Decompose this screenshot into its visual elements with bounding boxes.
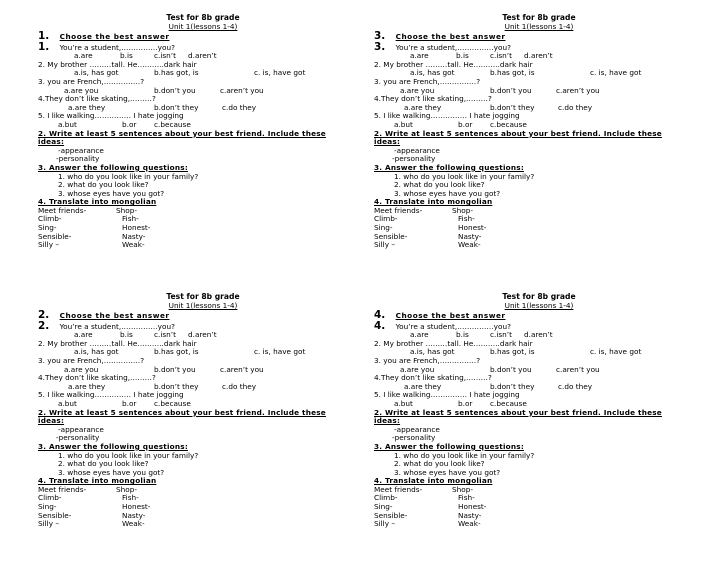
word-row-1 (374, 207, 704, 216)
word-right: Shop- (452, 484, 473, 494)
word-row-4 (374, 512, 704, 521)
idea-appearance: -appearance (58, 145, 104, 155)
word-left: Silly – (374, 519, 395, 529)
option-b: b.or (122, 119, 137, 129)
word-right: Nasty- (122, 231, 146, 241)
test-title: Test for 8b grade (166, 293, 240, 301)
exercise-1-header (38, 310, 368, 321)
word-right: Weak- (458, 240, 481, 250)
option-d: d.aren’t (188, 51, 217, 61)
option-a: a.but (394, 398, 413, 408)
option-c: c.because (490, 119, 527, 129)
exercise-number: 2. (38, 309, 50, 322)
question-3-text: 3. you are French,……………? (38, 355, 145, 365)
exercise-1-title: Choose the best answer (59, 32, 170, 42)
word-row-5 (374, 520, 704, 529)
word-left: Sensible- (38, 231, 72, 241)
option-c: c.isn’t (154, 51, 176, 61)
word-row-2 (374, 215, 704, 224)
exercise-2-title: 2. Write at least 5 sentences about your best friend. Include these (374, 128, 662, 138)
option-c: c.because (490, 398, 527, 408)
word-left: Meet friends- (38, 205, 87, 215)
option-a: a.but (58, 398, 77, 408)
question-1-text: You’re a student,……………you? (395, 321, 511, 331)
answer-question-2: 2. what do you look like? (58, 459, 149, 469)
idea-appearance: -appearance (394, 145, 440, 155)
answer-question-2: 2. what do you look like? (58, 180, 149, 190)
answer-question-1: 1. who do you look like in your family? (58, 171, 199, 181)
word-left: Sing- (38, 223, 57, 233)
word-left: Silly – (374, 240, 395, 250)
exercise-2-title-continued: ideas: (38, 137, 65, 147)
word-right: Nasty- (458, 231, 482, 241)
option-b: b.don’t they (490, 381, 535, 391)
option-a: a.are you (400, 364, 435, 374)
question-2-text: 2. My brother ………tall. He………..dark hair (374, 338, 533, 348)
exercise-3-title: 3. Answer the following questions: (38, 441, 188, 451)
question-1-text: You’re a student,……………you? (59, 321, 175, 331)
option-c: c.aren’t you (220, 85, 264, 95)
exercise-1-header (374, 310, 704, 321)
word-row-5 (38, 241, 368, 250)
option-b: b.don’t you (490, 85, 532, 95)
answer-question-3: 3. whose eyes have you got? (394, 188, 501, 198)
question-5-text: 5. I like walking…………… I hate jogging (374, 111, 520, 121)
word-row-2 (38, 494, 368, 503)
question-2-text: 2. My brother ………tall. He………..dark hair (38, 59, 197, 69)
question-1-number: 3. (374, 40, 386, 53)
exercise-4-title: 4. Translate into mongolian (374, 476, 493, 486)
option-b: b.don’t you (154, 364, 196, 374)
exercise-2-title: 2. Write at least 5 sentences about your best friend. Include these (38, 407, 326, 417)
exercise-3-title: 3. Answer the following questions: (374, 162, 524, 172)
word-left: Climb- (374, 214, 398, 224)
question-2-text: 2. My brother ………tall. He………..dark hair (374, 59, 533, 69)
option-c: c.do they (558, 102, 593, 112)
option-b: b.has got, is (154, 68, 199, 78)
option-a: a.are they (68, 381, 106, 391)
question-4-text: 4.They don’t like skating,………? (374, 373, 492, 383)
exercise-2-title: 2. Write at least 5 sentences about your best friend. Include these (38, 128, 326, 138)
word-right: Weak- (122, 240, 145, 250)
word-row-3 (374, 503, 704, 512)
option-a: a.is, has got (74, 347, 119, 357)
exercise-1-header (38, 31, 368, 42)
idea-personality: -personality (392, 433, 436, 443)
word-right: Fish- (122, 214, 139, 224)
idea-personality: -personality (56, 154, 100, 164)
word-row-5 (374, 241, 704, 250)
option-c: c.aren’t you (220, 364, 264, 374)
word-left: Meet friends- (374, 205, 423, 215)
word-right: Nasty- (458, 510, 482, 520)
option-c: c.isn’t (490, 51, 512, 61)
option-a: a.is, has got (410, 68, 455, 78)
option-a: a.are you (64, 364, 99, 374)
question-3-text: 3. you are French,……………? (374, 355, 481, 365)
word-row-4 (38, 233, 368, 242)
option-c: c.do they (222, 381, 257, 391)
word-row-1 (374, 486, 704, 495)
question-1-text: You’re a student,……………you? (59, 42, 175, 52)
exercise-1-header (374, 31, 704, 42)
question-3-text: 3. you are French,……………? (374, 76, 481, 86)
option-a: a.are they (404, 381, 442, 391)
answer-question-2: 2. what do you look like? (394, 180, 485, 190)
option-a: a.but (58, 119, 77, 129)
option-b: b.don’t you (154, 85, 196, 95)
option-a: a.are (410, 51, 429, 61)
unit-subtitle: Unit 1(lessons 1-4) (504, 300, 574, 310)
exercise-2-title-continued: ideas: (374, 137, 401, 147)
test-title: Test for 8b grade (166, 14, 240, 22)
word-left: Sensible- (374, 231, 408, 241)
option-b: b.has got, is (490, 347, 535, 357)
word-right: Honest- (122, 502, 151, 512)
word-left: Sing- (38, 502, 57, 512)
word-left: Silly – (38, 240, 59, 250)
option-b: b.is (456, 51, 469, 61)
exercise-4-title: 4. Translate into mongolian (374, 197, 493, 207)
test-title: Test for 8b grade (502, 293, 576, 301)
exercise-1-title: Choose the best answer (59, 311, 170, 321)
idea-appearance: -appearance (394, 424, 440, 434)
word-row-4 (374, 233, 704, 242)
option-b: b.is (456, 330, 469, 340)
word-right: Weak- (458, 519, 481, 529)
option-a: a.are they (68, 102, 106, 112)
option-b: b.has got, is (490, 68, 535, 78)
question-4-text: 4.They don’t like skating,………? (38, 94, 156, 104)
word-row-3 (38, 224, 368, 233)
exercise-4-title: 4. Translate into mongolian (38, 476, 157, 486)
option-a: a.are (74, 330, 93, 340)
option-b: b.has got, is (154, 347, 199, 357)
option-c: c. is, have got (254, 347, 306, 357)
option-c: c. is, have got (590, 347, 642, 357)
word-left: Sensible- (38, 510, 72, 520)
idea-personality: -personality (56, 433, 100, 443)
option-b: b.or (458, 119, 473, 129)
word-right: Fish- (458, 493, 475, 503)
word-row-1 (38, 486, 368, 495)
exercise-1-title: Choose the best answer (395, 32, 506, 42)
test-sheet-bottom-right (374, 293, 704, 565)
exercise-4-title: 4. Translate into mongolian (38, 197, 157, 207)
option-b: b.or (458, 398, 473, 408)
word-left: Climb- (38, 214, 62, 224)
word-right: Fish- (458, 214, 475, 224)
test-sheet-top-right (374, 14, 704, 286)
test-title: Test for 8b grade (502, 14, 576, 22)
exercise-number: 4. (374, 309, 386, 322)
word-row-3 (374, 224, 704, 233)
word-right: Shop- (452, 205, 473, 215)
answer-question-1: 1. who do you look like in your family? (394, 450, 535, 460)
question-1-number: 1. (38, 40, 50, 53)
exercise-3-title: 3. Answer the following questions: (38, 162, 188, 172)
word-left: Meet friends- (374, 484, 423, 494)
word-row-3 (38, 503, 368, 512)
exercise-2-title-continued: ideas: (38, 416, 65, 426)
option-c: c.isn’t (490, 330, 512, 340)
question-1-text: You’re a student,……………you? (395, 42, 511, 52)
exercise-2-title-continued: ideas: (374, 416, 401, 426)
word-row-2 (374, 494, 704, 503)
option-c: c.because (154, 119, 191, 129)
option-c: c. is, have got (590, 68, 642, 78)
option-c: c.do they (222, 102, 257, 112)
question-5-text: 5. I like walking…………… I hate jogging (38, 390, 184, 400)
option-a: a.but (394, 119, 413, 129)
option-c: c.aren’t you (556, 364, 600, 374)
test-sheet-bottom-left (38, 293, 368, 565)
word-left: Climb- (374, 493, 398, 503)
word-right: Fish- (122, 493, 139, 503)
option-a: a.are you (64, 85, 99, 95)
unit-subtitle: Unit 1(lessons 1-4) (168, 300, 238, 310)
option-c: c. is, have got (254, 68, 306, 78)
word-right: Weak- (122, 519, 145, 529)
word-row-1 (38, 207, 368, 216)
word-right: Nasty- (122, 510, 146, 520)
option-a: a.are (74, 51, 93, 61)
option-c: c.aren’t you (556, 85, 600, 95)
question-4-text: 4.They don’t like skating,………? (374, 94, 492, 104)
question-1-number: 4. (374, 319, 386, 332)
idea-appearance: -appearance (58, 424, 104, 434)
question-1-number: 2. (38, 319, 50, 332)
option-b: b.don’t they (154, 102, 199, 112)
unit-subtitle: Unit 1(lessons 1-4) (504, 21, 574, 31)
option-d: d.aren’t (524, 51, 553, 61)
question-5-text: 5. I like walking…………… I hate jogging (374, 390, 520, 400)
option-a: a.are (410, 330, 429, 340)
test-sheet-top-left (38, 14, 368, 286)
answer-question-3: 3. whose eyes have you got? (58, 188, 165, 198)
exercise-3-title: 3. Answer the following questions: (374, 441, 524, 451)
question-5-text: 5. I like walking…………… I hate jogging (38, 111, 184, 121)
word-right: Honest- (458, 502, 487, 512)
word-left: Silly – (38, 519, 59, 529)
word-left: Sensible- (374, 510, 408, 520)
option-b: b.don’t you (490, 364, 532, 374)
word-left: Sing- (374, 502, 393, 512)
word-row-2 (38, 215, 368, 224)
exercise-number: 3. (374, 30, 386, 43)
word-row-5 (38, 520, 368, 529)
option-b: b.or (122, 398, 137, 408)
word-row-4 (38, 512, 368, 521)
answer-question-1: 1. who do you look like in your family? (394, 171, 535, 181)
option-d: d.aren’t (188, 330, 217, 340)
option-c: c.isn’t (154, 330, 176, 340)
option-a: a.is, has got (410, 347, 455, 357)
option-c: c.do they (558, 381, 593, 391)
question-3-text: 3. you are French,……………? (38, 76, 145, 86)
question-4-text: 4.They don’t like skating,………? (38, 373, 156, 383)
option-b: b.don’t they (490, 102, 535, 112)
option-b: b.is (120, 330, 133, 340)
answer-question-3: 3. whose eyes have you got? (394, 467, 501, 477)
option-a: a.are they (404, 102, 442, 112)
exercise-1-title: Choose the best answer (395, 311, 506, 321)
idea-personality: -personality (392, 154, 436, 164)
option-a: a.is, has got (74, 68, 119, 78)
answer-question-1: 1. who do you look like in your family? (58, 450, 199, 460)
answer-question-3: 3. whose eyes have you got? (58, 467, 165, 477)
option-d: d.aren’t (524, 330, 553, 340)
word-right: Shop- (116, 484, 137, 494)
exercise-number: 1. (38, 30, 50, 43)
option-a: a.are you (400, 85, 435, 95)
word-right: Honest- (458, 223, 487, 233)
word-left: Sing- (374, 223, 393, 233)
exercise-2-title: 2. Write at least 5 sentences about your best friend. Include these (374, 407, 662, 417)
word-right: Shop- (116, 205, 137, 215)
question-2-text: 2. My brother ………tall. He………..dark hair (38, 338, 197, 348)
answer-question-2: 2. what do you look like? (394, 459, 485, 469)
option-c: c.because (154, 398, 191, 408)
unit-subtitle: Unit 1(lessons 1-4) (168, 21, 238, 31)
word-right: Honest- (122, 223, 151, 233)
word-left: Climb- (38, 493, 62, 503)
option-b: b.don’t they (154, 381, 199, 391)
option-b: b.is (120, 51, 133, 61)
word-left: Meet friends- (38, 484, 87, 494)
